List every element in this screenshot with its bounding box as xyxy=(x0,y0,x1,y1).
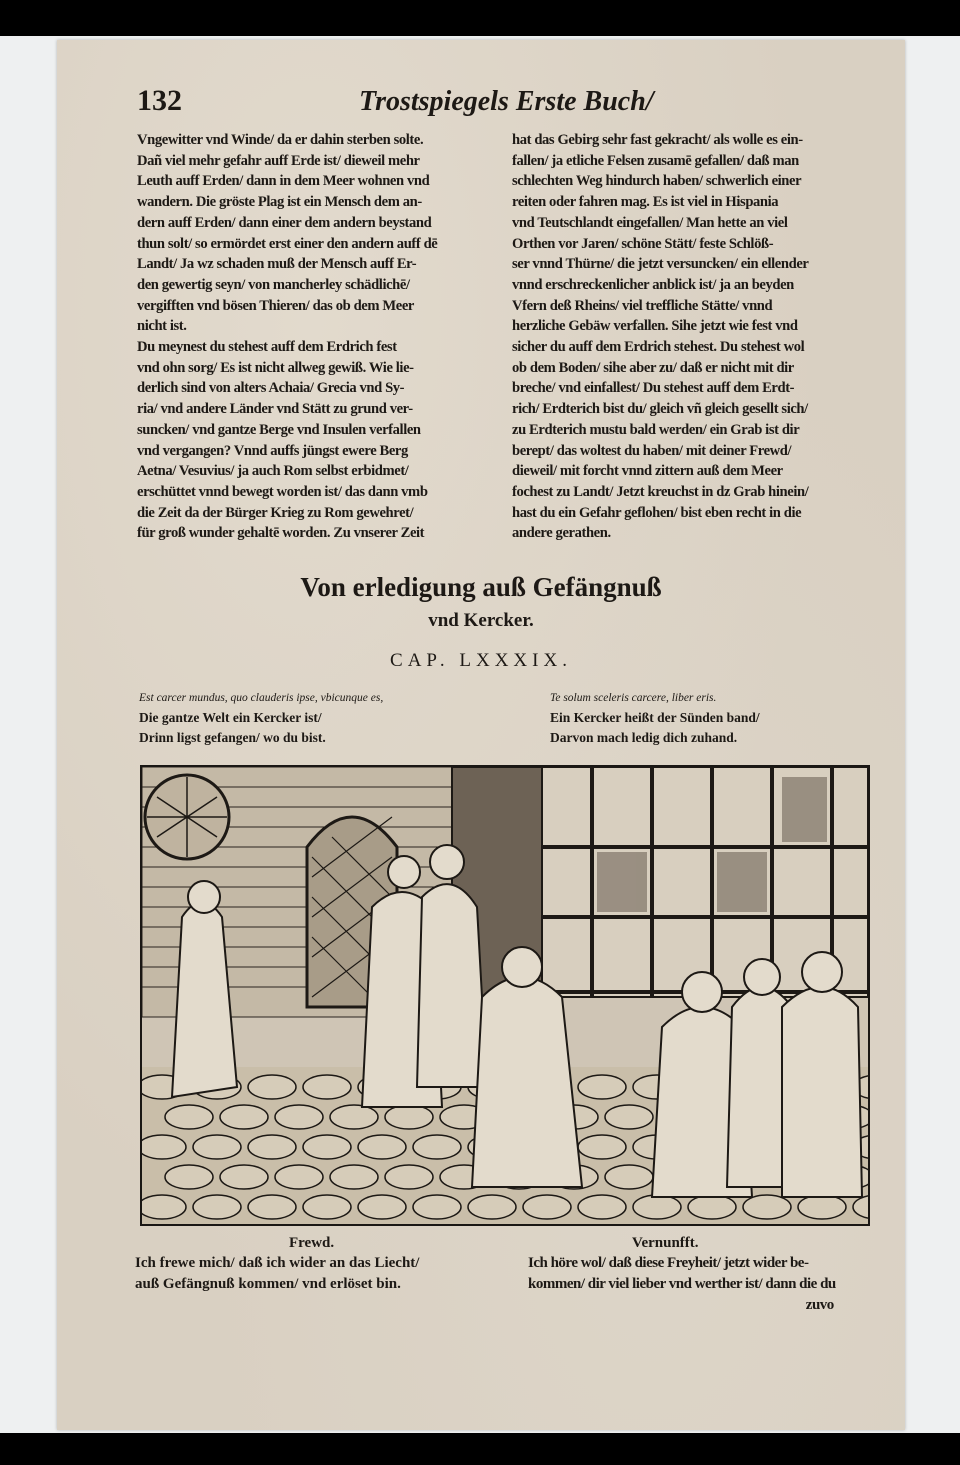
text-line: Orthen vor Jaren/ schöne Stätt/ feste Schlöß- xyxy=(512,235,774,252)
text-line: thun solt/ so ermördet erst einer den andern auff dē xyxy=(137,235,438,252)
text-line: Vfern deß Rheins/ viel treffliche Stätte/ vnnd xyxy=(512,297,773,314)
cobblestone xyxy=(358,1135,406,1159)
cobblestone xyxy=(220,1165,268,1189)
dialogue-left xyxy=(135,1253,419,1295)
cobblestone xyxy=(303,1075,351,1099)
text-line: rich/ Erdterich bist du/ gleich vñ gleich gesellt sich/ xyxy=(512,401,808,418)
speech-line: auß Gefängnuß kommen/ vnd erlöset bin. xyxy=(135,1276,401,1292)
text-line: Du meynest du stehest auff dem Erdrich fest xyxy=(137,339,397,356)
text-line: hast du ein Gefahr geflohen/ bist eben recht in die xyxy=(512,504,802,521)
cobblestone xyxy=(142,1195,186,1219)
text-line: ob dem Boden/ sihe aber zu/ daß er nicht mit dir xyxy=(512,359,794,376)
text-line: derlich sind von alters Achaia/ Grecia vnd Sy- xyxy=(137,380,405,397)
bottom-black-bar xyxy=(0,1433,960,1465)
cobblestone xyxy=(578,1195,626,1219)
cobblestone xyxy=(605,1105,653,1129)
text-line: Dañ viel mehr gefahr auff Erde ist/ dieweil mehr xyxy=(137,152,420,169)
cobblestone xyxy=(605,1165,653,1189)
verse-line: Drinn ligst gefangen/ wo du bist. xyxy=(139,730,326,745)
text-line: Leuth auff Erden/ dann in dem Meer wohnen vnd xyxy=(137,173,430,190)
cobblestone xyxy=(358,1195,406,1219)
cobblestone xyxy=(468,1195,516,1219)
latin-verse: Te solum sceleris carcere, liber eris. xyxy=(550,692,717,704)
right-text-column xyxy=(512,130,874,544)
cobblestone xyxy=(743,1195,791,1219)
cobblestone xyxy=(385,1165,433,1189)
chapter-subtitle: vnd Kercker. xyxy=(428,610,534,631)
text-line: dern auff Erden/ dann einer dem andern beystand xyxy=(137,214,432,231)
cobblestone xyxy=(413,1135,461,1159)
text-line: Aetna/ Vesuvius/ ja auch Rom selbst erbidmet/ xyxy=(137,463,409,480)
text-line: Vngewitter vnd Winde/ da er dahin sterben solte. xyxy=(137,132,424,148)
verse-line: Darvon mach ledig dich zuhand. xyxy=(550,730,738,745)
cobblestone xyxy=(385,1105,433,1129)
text-line: vnd vergangen? Vnnd auffs jüngst ewere Berg xyxy=(137,442,408,459)
verse-left xyxy=(139,688,383,748)
text-line: fallen/ ja etliche Felsen zusamē gefallen/ daß man xyxy=(512,152,799,169)
verse-right xyxy=(550,688,760,748)
book-page xyxy=(57,40,905,1430)
cobblestone xyxy=(165,1165,213,1189)
text-line: andere gerathen. xyxy=(512,525,611,542)
cobblestone xyxy=(142,1135,186,1159)
text-line: vergifften vnd bösen Thieren/ das ob dem Meer xyxy=(137,297,414,314)
text-line: zu Erdterich mustu bald werden/ ein Grab ist dir xyxy=(512,421,800,438)
cobblestone xyxy=(413,1195,461,1219)
text-line: vnnd erschreckenlicher anblick ist/ ja an beyden xyxy=(512,276,794,293)
top-black-bar xyxy=(0,0,960,36)
text-line: ria/ vnd andere Länder vnd Stätt zu grund ver- xyxy=(137,401,413,418)
chapter-number: CAP. LXXXIX. xyxy=(390,650,572,671)
page-number: 132 xyxy=(137,84,182,117)
latin-verse: Est carcer mundus, quo clauderis ipse, vbicunque es, xyxy=(139,692,384,704)
speech-line: Ich höre wol/ daß diese Freyheit/ jetzt wider be- xyxy=(528,1255,809,1271)
text-line: nicht ist. xyxy=(137,318,187,335)
cobblestone xyxy=(578,1075,626,1099)
text-line: erschüttet vnnd bewegt worden ist/ das dann vmb xyxy=(137,483,428,500)
cobblestone xyxy=(330,1105,378,1129)
text-line: für groß wunder gehaltē worden. Zu vnserer Zeit xyxy=(137,525,425,542)
cobblestone xyxy=(193,1195,241,1219)
text-line: schlechten Weg hindurch haben/ schwerlich einer xyxy=(512,173,802,190)
text-line: sicher du auff dem Erdrich stehest. Du stehest wol xyxy=(512,339,805,356)
text-line: reiten oder fahren mag. Es ist viel in Hispania xyxy=(512,194,779,211)
cobblestone xyxy=(165,1105,213,1129)
text-line: dieweil/ mit forcht vnnd zittern auß dem Meer xyxy=(512,463,783,480)
cobblestone xyxy=(275,1105,323,1129)
text-line: ser vnnd Thürne/ die jetzt versuncken/ ein ellender xyxy=(512,256,809,273)
speaker-frewd: Frewd. xyxy=(289,1235,335,1251)
cobblestone xyxy=(633,1195,681,1219)
cobblestone xyxy=(578,1135,626,1159)
dialogue-right xyxy=(528,1253,836,1316)
text-line: die Zeit da der Bürger Krieg zu Rom gewehret/ xyxy=(137,504,414,521)
left-text-column xyxy=(137,130,499,544)
woodcut-illustration xyxy=(140,765,870,1226)
text-line: Landt/ Ja wz schaden muß der Mensch auff Er- xyxy=(137,256,417,273)
speaker-vernunfft: Vernunfft. xyxy=(632,1235,699,1251)
text-line: suncken/ vnd gantze Berge vnd Insulen verfallen xyxy=(137,421,421,438)
cobblestone xyxy=(303,1195,351,1219)
text-line: vnd Teutschlandt eingefallen/ Man hette an viel xyxy=(512,214,788,231)
verse-line: Ein Kercker heißt der Sünden band/ xyxy=(550,710,760,725)
cobblestone xyxy=(248,1075,296,1099)
speech-line: Ich frewe mich/ daß ich wider an das Liecht/ xyxy=(135,1255,420,1271)
verse-line: Die gantze Welt ein Kercker ist/ xyxy=(139,710,322,725)
cobblestone xyxy=(220,1105,268,1129)
text-line: berept/ das woltest du haben/ mit deiner Frewd/ xyxy=(512,442,792,459)
text-line: vnd ohn sorg/ Es ist nicht allweg gewiß. Wie lie- xyxy=(137,359,414,376)
speech-line: kommen/ dir viel lieber vnd werther ist/ dann die du xyxy=(528,1276,836,1292)
cobblestone xyxy=(275,1165,323,1189)
prison-release-scene xyxy=(142,767,868,1224)
text-line: fochest zu Landt/ Jetzt kreuchst in dz Grab hinein/ xyxy=(512,483,809,500)
cobblestone xyxy=(688,1195,736,1219)
cobblestone xyxy=(248,1135,296,1159)
running-head: Trostspiegels Erste Buch/ xyxy=(359,86,654,117)
cobblestone xyxy=(193,1135,241,1159)
cobblestone xyxy=(330,1165,378,1189)
text-line: wandern. Die gröste Plag ist ein Mensch dem an- xyxy=(137,194,422,211)
text-line: hat das Gebirg sehr fast gekracht/ als wolle es ein- xyxy=(512,132,803,148)
cobblestone xyxy=(798,1195,846,1219)
catchword: zuvo xyxy=(805,1297,834,1313)
cobblestone xyxy=(303,1135,351,1159)
text-line: breche/ vnd einfallest/ Du stehest auff dem Erdt- xyxy=(512,380,795,397)
text-line: herzliche Gebäw verfallen. Sihe jetzt wie fest vnd xyxy=(512,318,798,335)
cobblestone xyxy=(523,1195,571,1219)
text-line: den gewertig seyn/ von mancherley schädlichē/ xyxy=(137,276,410,293)
cobblestone xyxy=(248,1195,296,1219)
chapter-title: Von erledigung auß Gefängnuß xyxy=(300,572,662,602)
